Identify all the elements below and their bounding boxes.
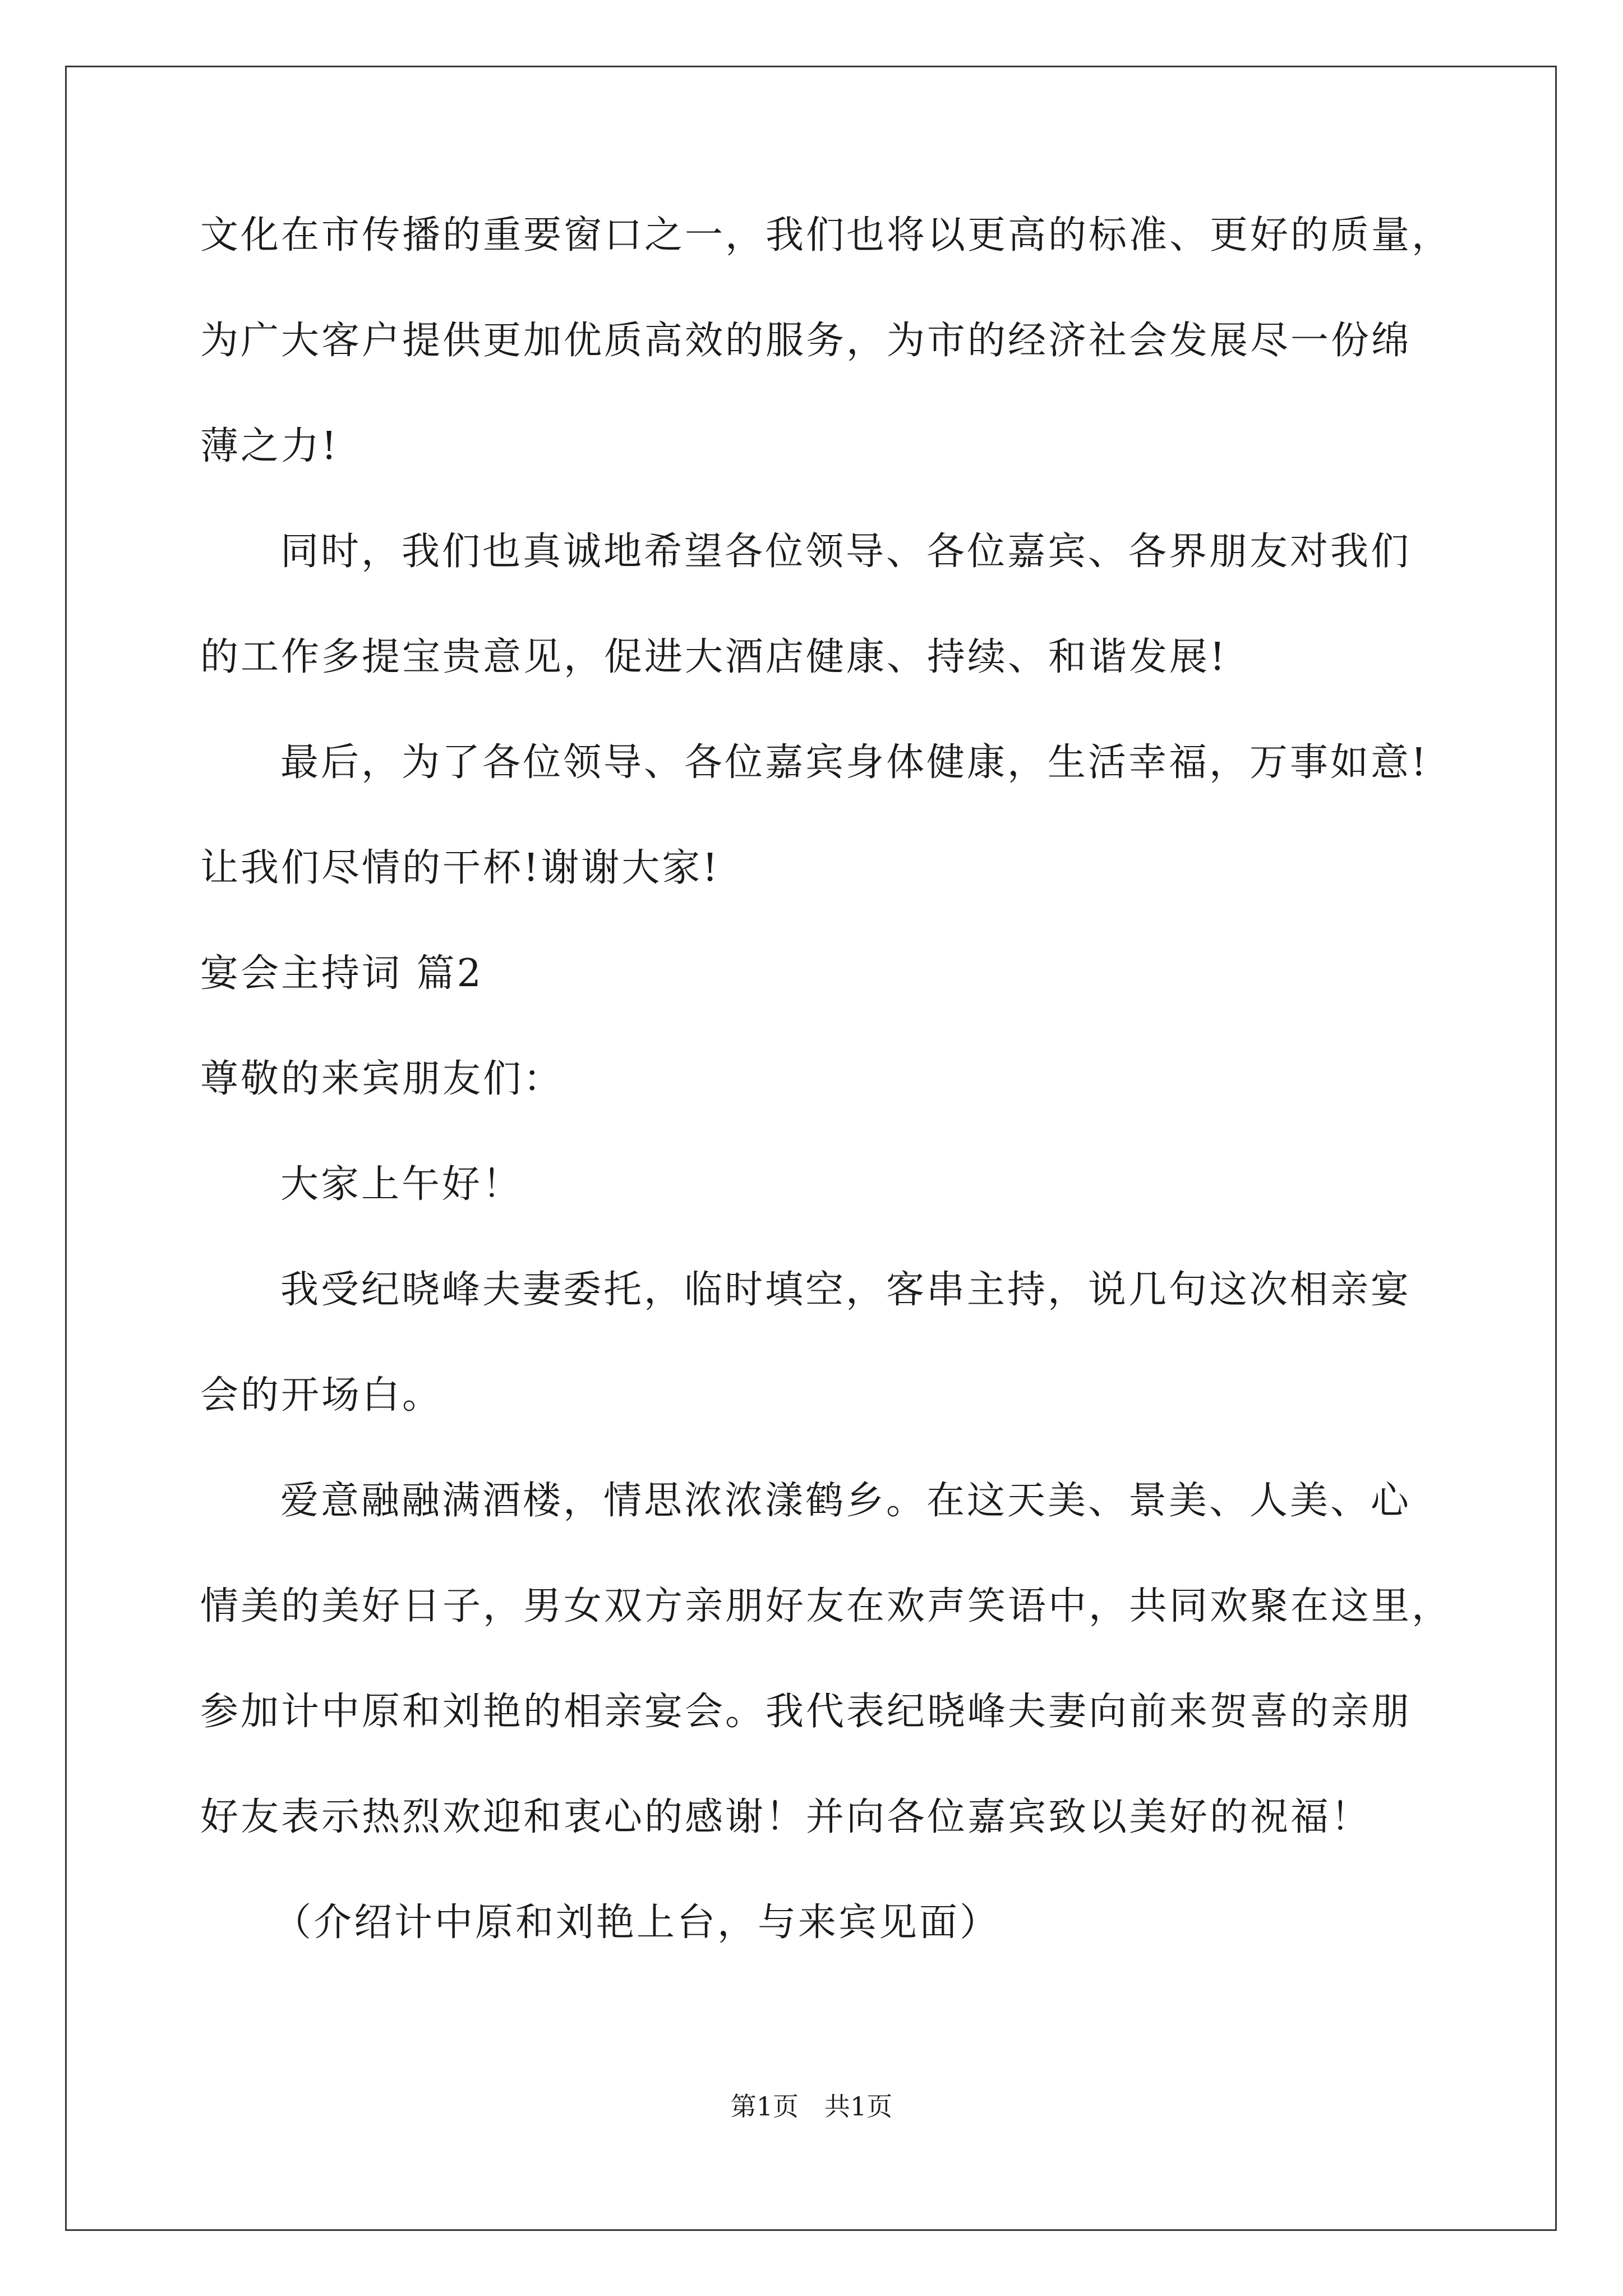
text-line: 文化在市传播的重要窗口之一，我们也将以更高的标准、更好的质量，	[200, 213, 1453, 257]
salutation: 尊敬的来宾朋友们：	[200, 1057, 564, 1101]
text-line: 同时，我们也真诚地希望各位领导、各位嘉宾、各界朋友对我们	[280, 530, 1412, 574]
text-line: 参加计中原和刘艳的相亲宴会。我代表纪晓峰夫妻向前来贺喜的亲朋	[200, 1690, 1412, 1734]
text-line: 最后，为了各位领导、各位嘉宾身体健康，生活幸福，万事如意!	[280, 740, 1429, 785]
text-line: 的工作多提宝贵意见，促进大酒店健康、持续、和谐发展!	[200, 635, 1228, 679]
stage-direction: （介绍计中原和刘艳上台，与来宾见面）	[273, 1901, 1000, 1945]
text-line: 会的开场白。	[200, 1373, 443, 1418]
text-line: 情美的美好日子，男女双方亲朋好友在欢声笑语中，共同欢聚在这里，	[200, 1584, 1453, 1628]
text-line: 薄之力!	[200, 424, 339, 468]
text-line: 爱意融融满酒楼，情思浓浓漾鹤乡。在这天美、景美、人美、心	[280, 1479, 1412, 1523]
text-line: 让我们尽情的干杯!谢谢大家!	[200, 846, 720, 890]
section-heading: 宴会主持词 篇2	[200, 951, 483, 996]
text-line: 大家上午好！	[280, 1162, 523, 1207]
text-line: 我受纪晓峰夫妻委托，临时填空，客串主持，说几句这次相亲宴	[280, 1268, 1412, 1312]
text-line: 为广大客户提供更加优质高效的服务，为市的经济社会发展尽一份绵	[200, 319, 1412, 363]
text-line: 好友表示热烈欢迎和衷心的感谢！并向各位嘉宾致以美好的祝福！	[200, 1795, 1372, 1839]
page-number-footer: 第1页 共1页	[730, 2091, 893, 2122]
